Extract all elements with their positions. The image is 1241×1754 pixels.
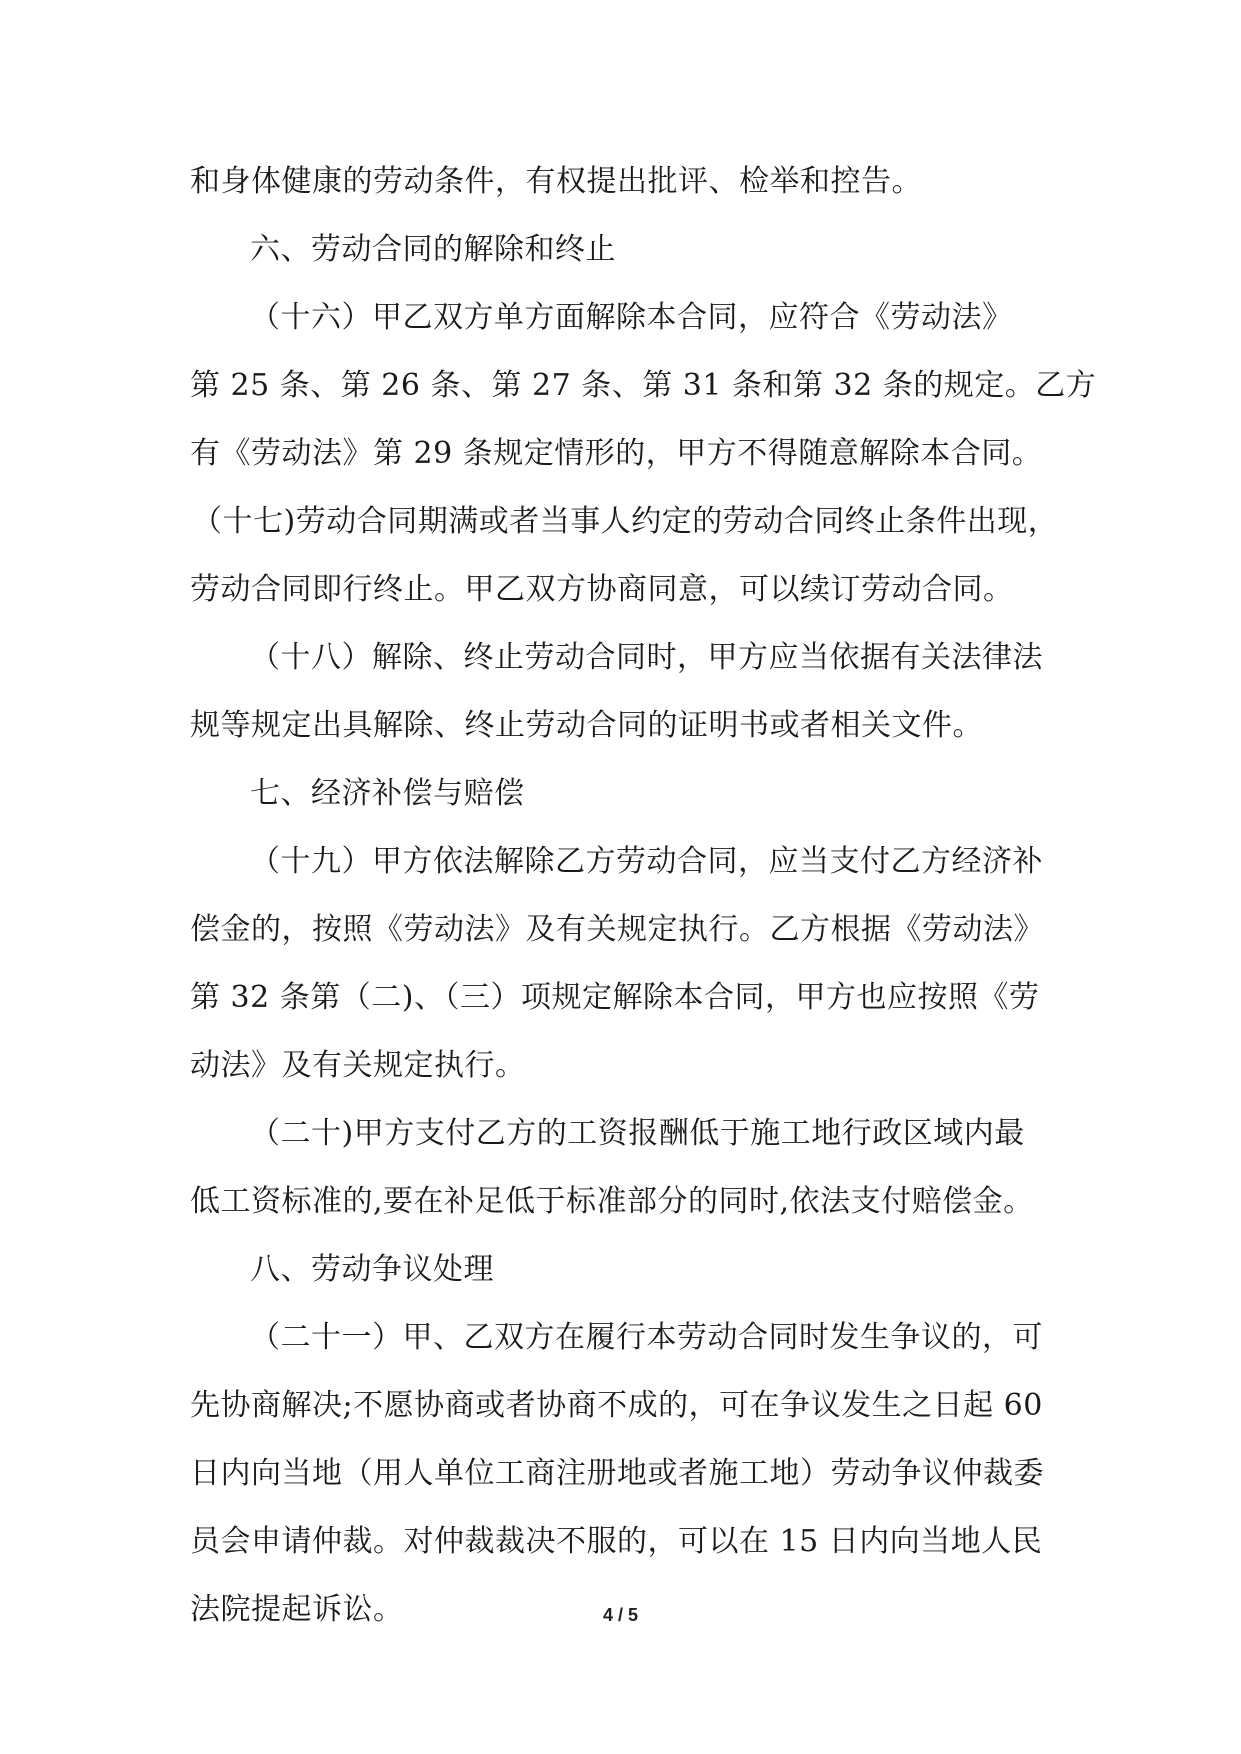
section-heading-7: 七、经济补偿与赔偿 xyxy=(250,776,525,811)
clause-21-line: （二十一）甲、乙双方在履行本劳动合同时发生争议的，可 xyxy=(250,1320,1043,1355)
clause-19-line: （十九）甲方依法解除乙方劳动合同，应当支付乙方经济补 xyxy=(250,844,1043,879)
text-line: 低工资标准的,要在补足低于标准部分的同时,依法支付赔偿金。 xyxy=(190,1184,1034,1219)
text-line: 第 25 条、第 26 条、第 27 条、第 31 条和第 32 条的规定。乙方 xyxy=(190,368,1097,403)
clause-20-line: （二十)甲方支付乙方的工资报酬低于施工地行政区域内最 xyxy=(250,1116,1025,1151)
text-line: 和身体健康的劳动条件，有权提出批评、检举和控告。 xyxy=(190,164,922,199)
page-number: 4 / 5 xyxy=(602,1605,639,1625)
text-line: 劳动合同即行终止。甲乙双方协商同意，可以续订劳动合同。 xyxy=(190,572,1014,607)
text-line: 先协商解决;不愿协商或者协商不成的，可在争议发生之日起 60 xyxy=(190,1388,1043,1423)
text-line: 规等规定出具解除、终止劳动合同的证明书或者相关文件。 xyxy=(190,708,983,743)
text-line: 日内向当地（用人单位工商注册地或者施工地）劳动争议仲裁委 xyxy=(190,1456,1044,1491)
text-line: 员会申请仲裁。对仲裁裁决不服的，可以在 15 日内向当地人民 xyxy=(190,1524,1043,1559)
contract-text xyxy=(190,160,1097,1656)
text-line: 动法》及有关规定执行。 xyxy=(190,1048,526,1083)
clause-16-line: （十六）甲乙双方单方面解除本合同，应符合《劳动法》 xyxy=(250,300,1013,335)
text-line: 有《劳动法》第 29 条规定情形的，甲方不得随意解除本合同。 xyxy=(190,436,1043,471)
section-heading-8: 八、劳动争议处理 xyxy=(250,1252,494,1287)
clause-17-line: （十七)劳动合同期满或者当事人约定的劳动合同终止条件出现， xyxy=(192,504,1059,539)
text-line: 第 32 条第（二)、（三）项规定解除本合同，甲方也应按照《劳 xyxy=(190,980,1040,1015)
section-heading-6: 六、劳动合同的解除和终止 xyxy=(250,232,616,267)
text-line: 法院提起诉讼。 xyxy=(190,1592,404,1627)
text-line: 偿金的，按照《劳动法》及有关规定执行。乙方根据《劳动法》 xyxy=(190,912,1044,947)
clause-18-line: （十八）解除、终止劳动合同时，甲方应当依据有关法律法 xyxy=(250,640,1043,675)
